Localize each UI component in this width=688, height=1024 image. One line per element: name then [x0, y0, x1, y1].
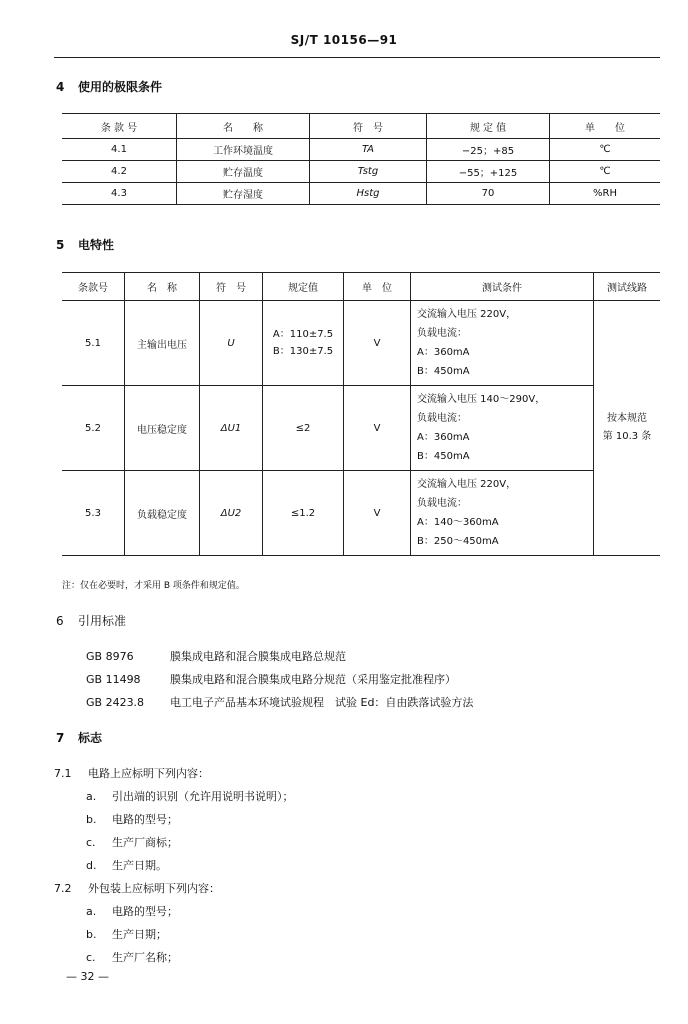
cell: 贮存温度: [177, 161, 310, 183]
cell: 4.3: [62, 183, 177, 205]
cell: 贮存湿度: [177, 183, 310, 205]
item-text: 引出端的识别（允许用说明书说明）；: [112, 790, 294, 803]
table-header-row: [62, 273, 660, 301]
table-note: 注：仅在必要时，才采用 B 项条件和规定值。: [62, 581, 245, 591]
cell: U: [200, 301, 263, 386]
condition-line: A：360mA: [417, 432, 470, 443]
section-title: 电特性: [78, 238, 115, 252]
condition-line: A：140～360mA: [417, 517, 499, 528]
reference-list: [86, 645, 473, 714]
cell: 5.2: [62, 386, 125, 471]
col-header: 单 位: [550, 114, 661, 139]
col-header: 测试线路: [594, 273, 661, 301]
item-key: b.: [86, 928, 97, 941]
standard-code: GB 8976: [86, 650, 134, 663]
table-row: [62, 471, 660, 556]
cell: −55；+125: [427, 161, 550, 183]
electrical-characteristics-table: [62, 272, 660, 556]
reference-item: [86, 691, 473, 714]
clause-text: 外包装上应标明下列内容：: [88, 882, 220, 895]
value-line: A：110±7.5: [272, 329, 334, 340]
item-text: 电路的型号；: [112, 813, 178, 826]
cell: Hstg: [310, 183, 427, 205]
test-circuit-cell: [594, 301, 661, 556]
standard-code: GB 11498: [86, 673, 141, 686]
list-item: [54, 831, 294, 854]
reference-item: [86, 668, 473, 691]
list-item: [54, 785, 294, 808]
standard-title: 电工电子产品基本环境试验规程 试验 Ed：自由跌落试验方法: [170, 696, 474, 709]
condition-line: A：360mA: [417, 347, 470, 358]
table-row: [62, 161, 660, 183]
cell: ΔU2: [200, 471, 263, 556]
section-7-heading: [56, 729, 102, 746]
clause-number: 7.1: [54, 767, 72, 780]
col-header: 符 号: [200, 273, 263, 301]
col-header: 规定值: [263, 273, 344, 301]
cell: 4.1: [62, 139, 177, 161]
cell: V: [344, 386, 411, 471]
cell: %RH: [550, 183, 661, 205]
section-title: 使用的极限条件: [78, 80, 163, 94]
condition-line: 交流输入电压 220V，: [417, 309, 517, 320]
header-rule: [54, 57, 660, 58]
test-circuit-line: 第 10.3 条: [602, 431, 652, 442]
item-key: c.: [86, 836, 96, 849]
cell: −25；+85: [427, 139, 550, 161]
col-header: 名 称: [177, 114, 310, 139]
section-number: 5: [56, 238, 65, 252]
test-condition-cell: [411, 386, 594, 471]
clause-text: 电路上应标明下列内容：: [88, 767, 209, 780]
section-5-heading: [56, 236, 114, 253]
cell: ≤2: [263, 386, 344, 471]
item-text: 生产厂商标；: [112, 836, 178, 849]
cell: ΔU1: [200, 386, 263, 471]
test-condition-cell: [411, 471, 594, 556]
table-row: [62, 386, 660, 471]
item-text: 生产日期。: [112, 859, 167, 872]
section-title: 引用标准: [78, 614, 127, 628]
section-number: 7: [56, 731, 65, 745]
cell: 工作环境温度: [177, 139, 310, 161]
standard-title: 膜集成电路和混合膜集成电路分规范（采用鉴定批准程序）: [170, 673, 456, 686]
condition-line: 负载电流：: [417, 413, 467, 424]
section-4-heading: [56, 78, 162, 95]
clause-7-1: [54, 762, 294, 785]
col-header: 条款号: [62, 273, 125, 301]
cell: 5.1: [62, 301, 125, 386]
col-header: 符 号: [310, 114, 427, 139]
cell: ≤1.2: [263, 471, 344, 556]
col-header: 条 款 号: [62, 114, 177, 139]
item-key: c.: [86, 951, 96, 964]
list-item: [54, 946, 294, 969]
cell: Tstg: [310, 161, 427, 183]
test-condition-cell: [411, 301, 594, 386]
item-key: d.: [86, 859, 97, 872]
list-item: [54, 808, 294, 831]
cell: 4.2: [62, 161, 177, 183]
clause-number: 7.2: [54, 882, 72, 895]
item-key: a.: [86, 905, 97, 918]
condition-line: B：250～450mA: [417, 536, 499, 547]
condition-line: 负载电流：: [417, 498, 467, 509]
condition-line: 交流输入电压 140～290V，: [417, 394, 546, 405]
cell: 主输出电压: [125, 301, 200, 386]
condition-line: 交流输入电压 220V，: [417, 479, 517, 490]
standard-number: SJ/T 10156—91: [290, 33, 398, 47]
table-row: [62, 301, 660, 386]
condition-line: B：450mA: [417, 366, 470, 377]
reference-item: [86, 645, 473, 668]
standard-code: GB 2423.8: [86, 696, 145, 709]
col-header: 名 称: [125, 273, 200, 301]
item-key: b.: [86, 813, 97, 826]
item-text: 生产日期；: [112, 928, 167, 941]
table-row: [62, 139, 660, 161]
standard-title: 膜集成电路和混合膜集成电路总规范: [170, 650, 346, 663]
condition-line: B：450mA: [417, 451, 470, 462]
list-item: [54, 900, 294, 923]
item-text: 电路的型号；: [112, 905, 178, 918]
marking-list: [54, 762, 294, 969]
cell: 5.3: [62, 471, 125, 556]
page-number: — 32 —: [66, 970, 109, 983]
section-6-heading: [56, 612, 126, 629]
section-number: 6: [56, 614, 64, 628]
item-text: 生产厂名称；: [112, 951, 178, 964]
item-key: a.: [86, 790, 97, 803]
cell: [263, 301, 344, 386]
col-header: 单 位: [344, 273, 411, 301]
cell: 70: [427, 183, 550, 205]
list-item: [54, 854, 294, 877]
col-header: 测试条件: [411, 273, 594, 301]
cell: ℃: [550, 161, 661, 183]
table-header-row: [62, 114, 660, 139]
clause-7-2: [54, 877, 294, 900]
value-line: B：130±7.5: [272, 346, 334, 357]
cell: TA: [310, 139, 427, 161]
limits-table: [62, 113, 660, 205]
table-row: [62, 183, 660, 205]
cell: 电压稳定度: [125, 386, 200, 471]
cell: ℃: [550, 139, 661, 161]
cell: V: [344, 301, 411, 386]
cell: V: [344, 471, 411, 556]
condition-line: 负载电流：: [417, 328, 467, 339]
section-title: 标志: [78, 731, 103, 745]
test-circuit-line: 按本规范: [607, 413, 647, 424]
cell: 负载稳定度: [125, 471, 200, 556]
col-header: 规 定 值: [427, 114, 550, 139]
section-number: 4: [56, 80, 65, 94]
list-item: [54, 923, 294, 946]
